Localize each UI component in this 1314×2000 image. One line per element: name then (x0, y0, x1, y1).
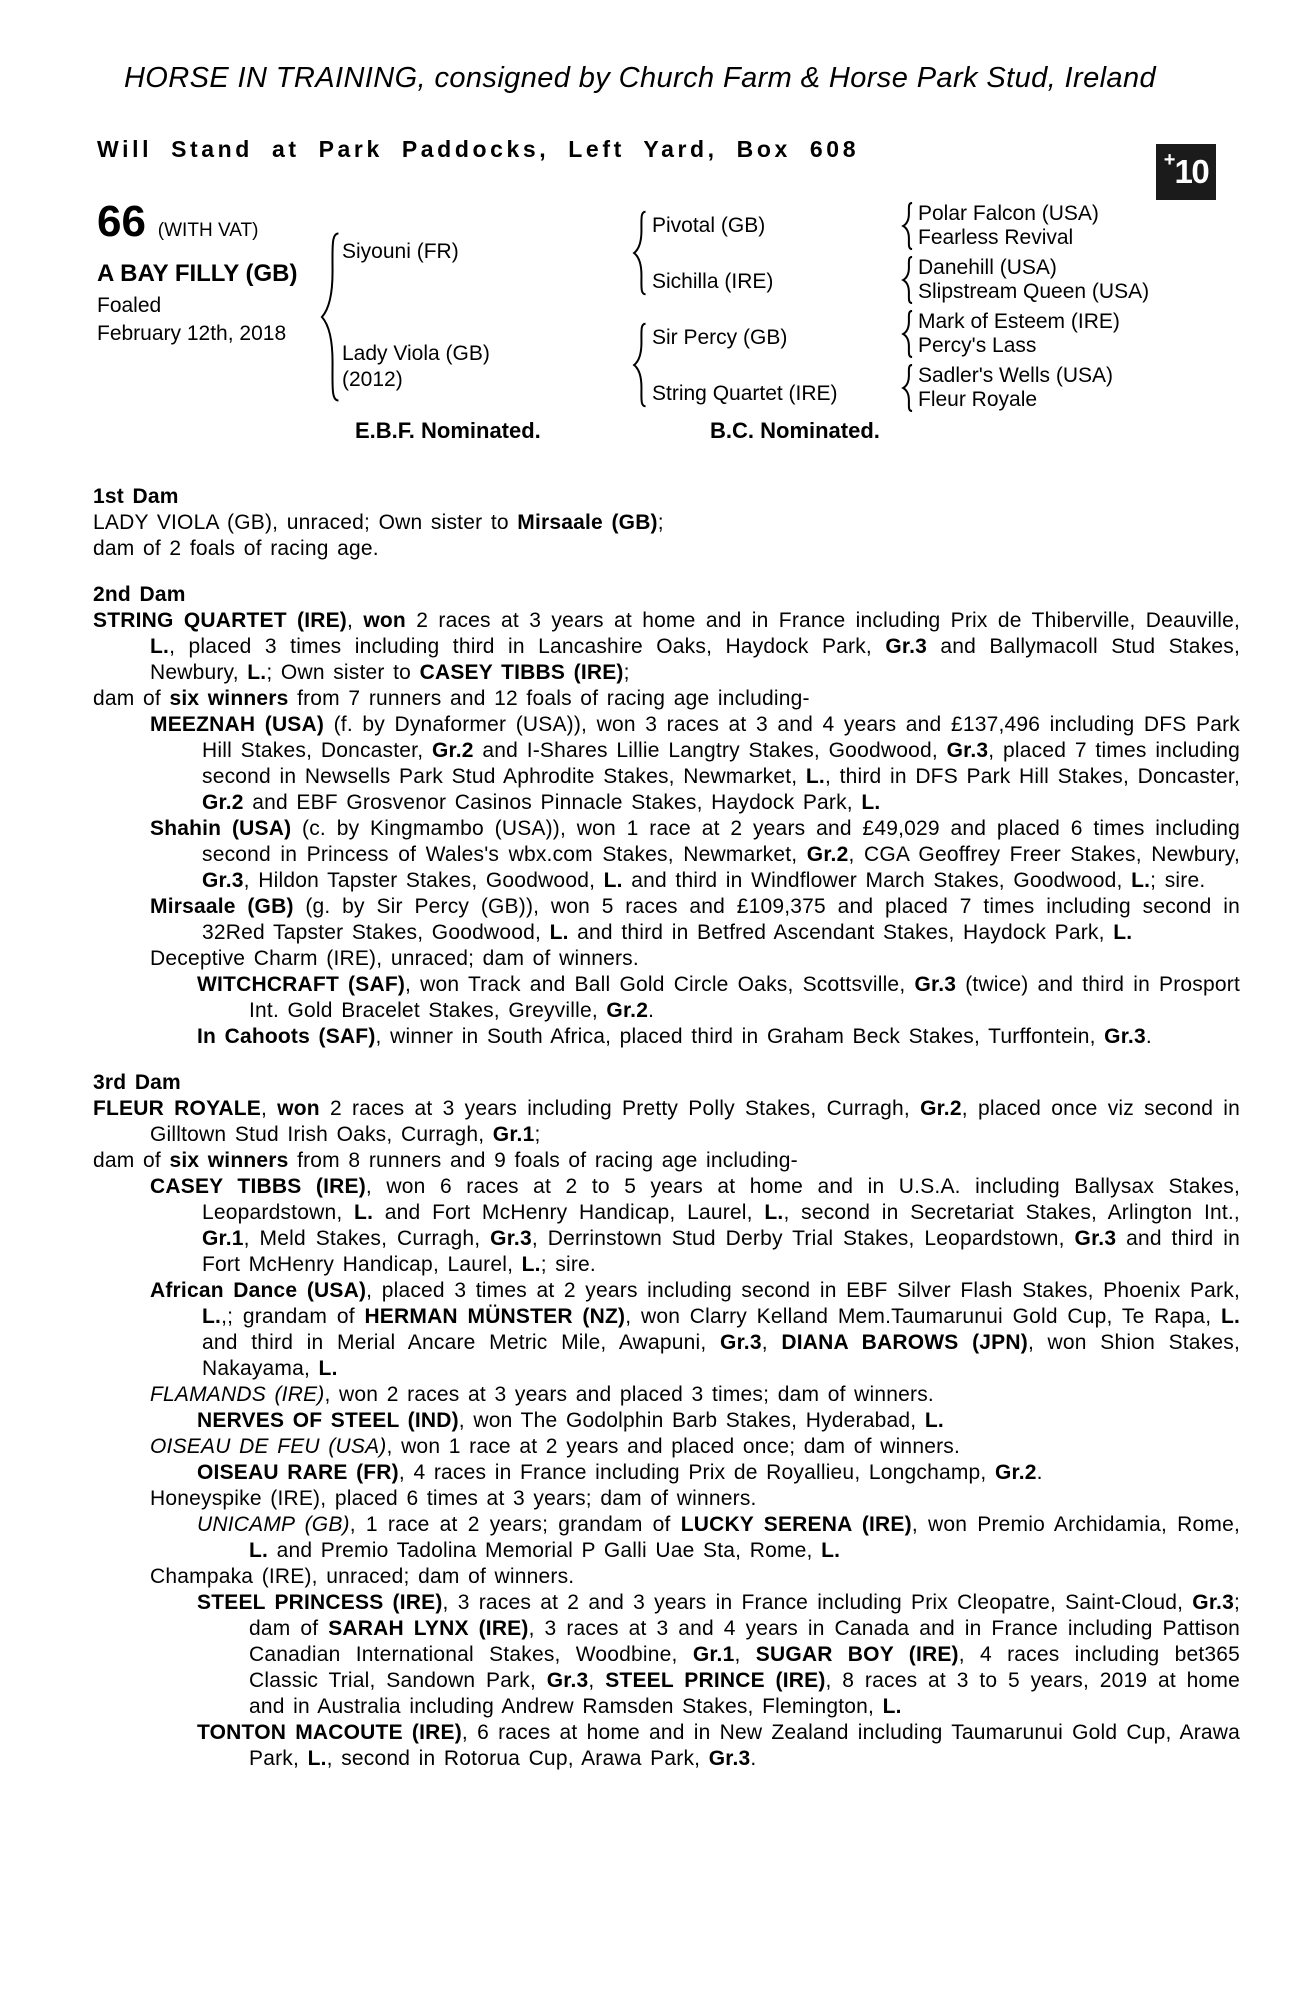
pedigree-paragraph: TONTON MACOUTE (IRE), 6 races at home and in New Zealand including Taumarunui Gold Cup, Arawa Park, L., second in Rotorua Cup, Arawa Park, Gr.3. (197, 1721, 1249, 1770)
ancestor-name: Danehill (USA) (918, 256, 1057, 279)
pedigree-paragraph: FLAMANDS (IRE), won 2 races at 3 years and placed 3 times; dam of winners. (150, 1383, 934, 1406)
ancestor-name: Sadler's Wells (USA) (918, 364, 1113, 387)
pedigree-paragraph: CASEY TIBBS (IRE), won 6 races at 2 to 5 years at home and in U.S.A. including Ballysax Stakes, Leopardstown, L. and Fort McHenry Handicap, Laurel, L., second in Secretariat Stakes, Arlington Int., Gr.1, Meld Stakes, Curragh, Gr.3, Derrinstown Stud Derby Trial Stakes, Leopardstown, Gr.3 and third in Fort McHenry Handicap, Laurel, L.; sire. (150, 1175, 1249, 1276)
curly-brace-icon (900, 256, 914, 304)
page-title: HORSE IN TRAINING, consigned by Church Farm & Horse Park Stud, Ireland (123, 62, 1157, 94)
logo-number: 10 (1174, 153, 1209, 190)
pedigree-paragraph: STRING QUARTET (IRE), won 2 races at 3 years at home and in France including Prix de Thiberville, Deauville, L., placed 3 times including third in Lancashire Oaks, Haydock Park, Gr.3 and Ballymacoll Stud Stakes, Newbury, L.; Own sister to CASEY TIBBS (IRE); (93, 609, 1249, 684)
pedigree-paragraph: WITCHCRAFT (SAF), won Track and Ball Gold Circle Oaks, Scottsville, Gr.3 (twice) and third in Prosport Int. Gold Bracelet Stakes, Greyville, Gr.2. (197, 973, 1249, 1022)
lot-number: 66 (97, 197, 146, 246)
pedigree-paragraph: OISEAU DE FEU (USA), won 1 race at 2 years and placed once; dam of winners. (150, 1435, 961, 1458)
logo-plus-icon: + (1163, 149, 1176, 171)
pedigree-paragraph: Deceptive Charm (IRE), unraced; dam of winners. (150, 947, 639, 970)
grandsire-name: Sir Percy (GB) (652, 326, 788, 349)
pedigree-paragraph: FLEUR ROYALE, won 2 races at 3 years including Pretty Polly Stakes, Curragh, Gr.2, placed once viz second in Gilltown Stud Irish Oaks, Curragh, Gr.1; (93, 1097, 1249, 1146)
curly-brace-icon (900, 310, 914, 358)
vat-note: (WITH VAT) (157, 220, 259, 241)
dam-sections (93, 484, 1249, 1792)
sire-name: Siyouni (FR) (342, 240, 459, 263)
pedigree-paragraph: dam of six winners from 8 runners and 9 foals of racing age including- (93, 1149, 798, 1172)
lot-column (97, 197, 327, 346)
dam-heading: 3rd Dam (93, 1071, 181, 1094)
ancestor-name: Fleur Royale (918, 388, 1038, 411)
dam-year: (2012) (342, 368, 403, 391)
dam-name: Lady Viola (GB) (342, 342, 490, 365)
pedigree-paragraph: dam of 2 foals of racing age. (93, 537, 379, 560)
grandsire-name: Pivotal (GB) (652, 214, 766, 237)
ebf-nominated: E.B.F. Nominated. (355, 418, 541, 443)
granddam-name: Sichilla (IRE) (652, 270, 774, 293)
dam-section (93, 582, 1249, 1050)
ancestor-name: Slipstream Queen (USA) (918, 280, 1150, 303)
pedigree-paragraph: Honeyspike (IRE), placed 6 times at 3 years; dam of winners. (150, 1487, 757, 1510)
pedigree-paragraph: MEEZNAH (USA) (f. by Dynaformer (USA)), won 3 races at 3 and 4 years and £137,496 including DFS Park Hill Stakes, Doncaster, Gr.2 and I-Shares Lillie Langtry Stakes, Goodwood, Gr.3, placed 7 times including second in Newsells Park Stud Aphrodite Stakes, Newmarket, L., third in DFS Park Hill Stakes, Doncaster, Gr.2 and EBF Grosvenor Casinos Pinnacle Stakes, Haydock Park, L. (150, 713, 1249, 814)
pedigree-paragraph: LADY VIOLA (GB), unraced; Own sister to Mirsaale (GB); (93, 511, 664, 534)
pedigree-paragraph: dam of six winners from 7 runners and 12 foals of racing age including- (93, 687, 810, 710)
pedigree-paragraph: UNICAMP (GB), 1 race at 2 years; grandam of LUCKY SERENA (IRE), won Premio Archidamia, Rome, L. and Premio Tadolina Memorial P Galli Uae Sta, Rome, L. (197, 1513, 1249, 1562)
ancestor-name: Percy's Lass (918, 334, 1037, 357)
curly-brace-icon (316, 230, 342, 404)
pedigree-block (0, 0, 1314, 460)
bc-nominated: B.C. Nominated. (710, 418, 880, 443)
dam-section (93, 1070, 1249, 1772)
horse-description: A BAY FILLY (GB) (97, 260, 298, 287)
ancestor-name: Mark of Esteem (IRE) (918, 310, 1120, 333)
foaled-label: Foaled (97, 294, 162, 317)
ancestor-name: Polar Falcon (USA) (918, 202, 1099, 225)
pedigree-paragraph: OISEAU RARE (FR), 4 races in France including Prix de Royallieu, Longchamp, Gr.2. (197, 1461, 1043, 1484)
dam-heading: 1st Dam (93, 485, 179, 508)
stand-location-line: Will Stand at Park Paddocks, Left Yard, Box 608 (97, 136, 860, 162)
pedigree-paragraph: In Cahoots (SAF), winner in South Africa, placed third in Graham Beck Stakes, Turffontein, Gr.3. (197, 1025, 1152, 1048)
granddam-name: String Quartet (IRE) (652, 382, 838, 405)
pedigree-paragraph: Shahin (USA) (c. by Kingmambo (USA)), won 1 race at 2 years and £49,029 and placed 6 times including second in Princess of Wales's wbx.com Stakes, Newmarket, Gr.2, CGA Geoffrey Freer Stakes, Newbury, Gr.3, Hildon Tapster Stakes, Goodwood, L. and third in Windflower March Stakes, Goodwood, L.; sire. (150, 817, 1249, 892)
curly-brace-icon (900, 202, 914, 250)
curly-brace-icon (630, 322, 648, 408)
pedigree-paragraph: STEEL PRINCESS (IRE), 3 races at 2 and 3 years in France including Prix Cleopatre, Saint-Cloud, Gr.3; dam of SARAH LYNX (IRE), 3 races at 3 and 4 years in Canada and in France including Pattison Canadian International Stakes, Woodbine, Gr.1, SUGAR BOY (IRE), 4 races including bet365 Classic Trial, Sandown Park, Gr.3, STEEL PRINCE (IRE), 8 races at 3 to 5 years, 2019 at home and in Australia including Andrew Ramsden Stakes, Flemington, L. (197, 1591, 1249, 1718)
dam-section (93, 484, 1240, 562)
ancestor-name: Fearless Revival (918, 226, 1074, 249)
foaled-date: February 12th, 2018 (97, 322, 287, 345)
pedigree-paragraph: African Dance (USA), placed 3 times at 2 years including second in EBF Silver Flash Stakes, Phoenix Park, L.,; grandam of HERMAN MÜNSTER (NZ), won Clarry Kelland Mem.Taumarunui Gold Cup, Te Rapa, L. and third in Merial Ancare Metric Mile, Awapuni, Gr.3, DIANA BAROWS (JPN), won Shion Stakes, Nakayama, L. (150, 1279, 1249, 1380)
pedigree-paragraph: Champaka (IRE), unraced; dam of winners. (150, 1565, 575, 1588)
dam-heading: 2nd Dam (93, 583, 186, 606)
curly-brace-icon (630, 210, 648, 296)
pedigree-paragraph: NERVES OF STEEL (IND), won The Godolphin Barb Stakes, Hyderabad, L. (197, 1409, 944, 1432)
pedigree-paragraph: Mirsaale (GB) (g. by Sir Percy (GB)), won 5 races and £109,375 and placed 7 times including second in 32Red Tapster Stakes, Goodwood, L. and third in Betfred Ascendant Stakes, Haydock Park, L. (150, 895, 1249, 944)
curly-brace-icon (900, 364, 914, 412)
